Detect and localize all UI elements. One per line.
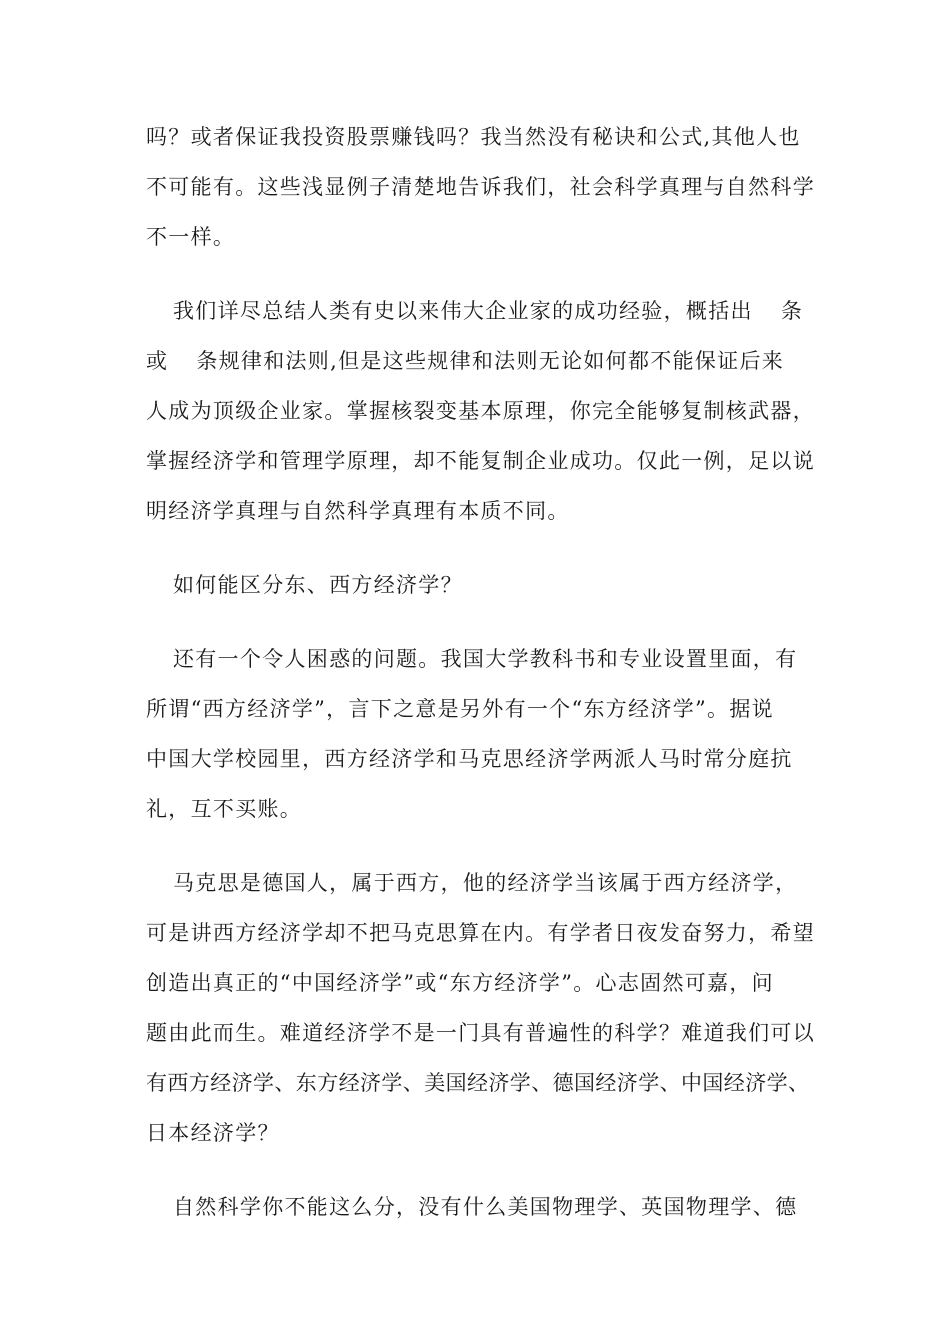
p3-line-4: 礼，互不买账。 bbox=[146, 797, 303, 821]
p4-line-2: 可是讲西方经济学却不把马克思算在内。有学者日夜发奋努力，希望 bbox=[146, 921, 815, 945]
p1-line-3: 不一样。 bbox=[146, 225, 236, 249]
p1-line-1: 吗？或者保证我投资股票赚钱吗？我当然没有秘诀和公式,其他人也 bbox=[146, 125, 801, 149]
p5-line-1: 自然科学你不能这么分，没有什么美国物理学、英国物理学、德 bbox=[173, 1195, 798, 1219]
p2-line-5: 明经济学真理与自然科学真理有本质不同。 bbox=[146, 499, 570, 523]
p2-line-2-text: 条规律和法则,但是这些规律和法则无论如何都不能保证后来 bbox=[196, 349, 785, 373]
p1-line-2: 不可能有。这些浅显例子清楚地告诉我们，社会科学真理与自然科学 bbox=[146, 175, 815, 199]
p3-line-2: 所谓“西方经济学”，言下之意是另外有一个“东方经济学”。据说 bbox=[146, 697, 774, 721]
p4-line-3: 创造出真正的“中国经济学”或“东方经济学”。心志固然可嘉，问 bbox=[146, 971, 774, 995]
p2-line-2 bbox=[146, 348, 810, 374]
p4-line-4: 题由此而生。难道经济学不是一门具有普遍性的科学？难道我们可以 bbox=[146, 1021, 815, 1045]
p4-line-6: 日本经济学？ bbox=[146, 1121, 280, 1145]
p2-line-2-start: 或 bbox=[146, 349, 169, 373]
p2-line-1 bbox=[173, 298, 837, 324]
p2-line-4: 掌握经济学和管理学原理，却不能复制企业成功。仅此一例，足以说 bbox=[146, 449, 815, 473]
p2-line-1-end: 条 bbox=[780, 299, 804, 323]
p3-line-1: 还有一个令人困惑的问题。我国大学教科书和专业设置里面，有 bbox=[173, 647, 798, 671]
p3-line-3: 中国大学校园里，西方经济学和马克思经济学两派人马时常分庭抗 bbox=[146, 747, 793, 771]
section-heading: 如何能区分东、西方经济学？ bbox=[173, 573, 463, 597]
p4-line-5: 有西方经济学、东方经济学、美国经济学、德国经济学、中国经济学、 bbox=[146, 1071, 810, 1095]
p4-line-1: 马克思是德国人，属于西方，他的经济学当该属于西方经济学， bbox=[173, 871, 798, 895]
p2-line-3: 人成为顶级企业家。掌握核裂变基本原理，你完全能够复制核武器， bbox=[146, 399, 815, 423]
p2-line-1-text: 我们详尽总结人类有史以来伟大企业家的成功经验，概括出 bbox=[173, 299, 753, 323]
